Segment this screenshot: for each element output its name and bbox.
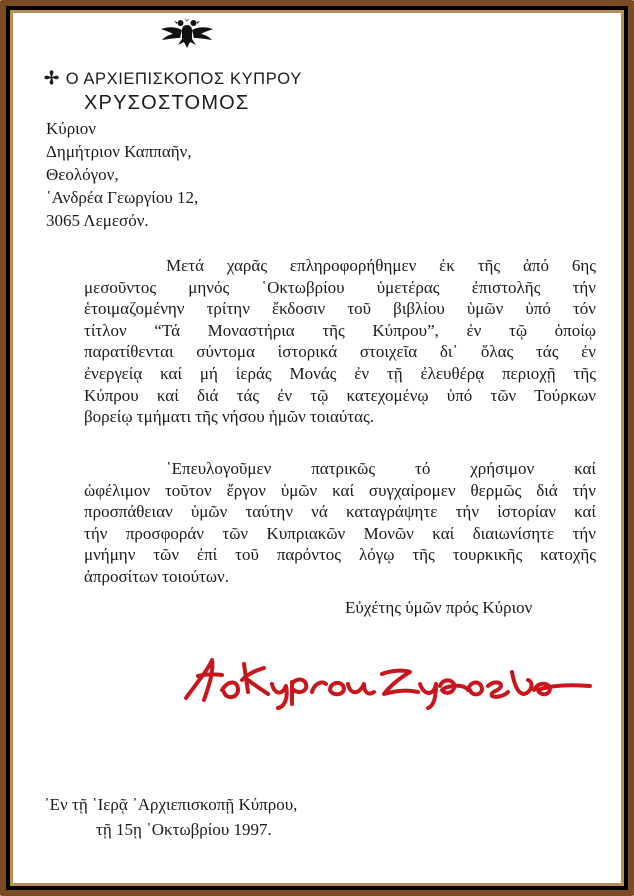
paragraph-line: μεσοῦντος μηνός ῾Οκτωβρίου ὑμετέρας ἐπιστολῆς τήν — [84, 277, 596, 297]
paragraph-line: μνήμην τῶν ἐπί τοῦ παρόντος λόγῳ τῆς τουρκικῆς κατοχῆς — [84, 545, 596, 565]
body-paragraph-1 — [84, 255, 596, 428]
recipient-line-3: Θεολόγον, — [46, 165, 119, 184]
paragraph-line: παρατίθενται σύντομα ἱστορικά στοιχεῖα δι᾿ ὅλας τάς ἐν — [84, 342, 596, 362]
letterhead-name: ΧΡΥΣΟΣΤΟΜΟΣ — [84, 92, 250, 114]
paragraph-line: ῾Επευλογοῦμεν πατρικῶς τό χρήσιμον καί — [166, 459, 596, 478]
recipient-line-1: Κύριον — [46, 119, 96, 138]
paragraph-line: ἑτοιμαζομένην τρίτην ἔκδοσιν τοῦ βιβλίου ὑμῶν ὑπό τόν — [84, 299, 596, 319]
paragraph-line: τίτλον “Τά Μοναστήρια τῆς Κύπρου”, ἐν τῷ ὁποίῳ — [84, 320, 596, 340]
place-line: ᾿Εν τῇ ῾Ιερᾷ ᾿Αρχιεπισκοπῇ Κύπρου, — [44, 795, 298, 814]
recipient-line-5: 3065 Λεμεσόν. — [46, 211, 149, 230]
double-headed-eagle-icon — [158, 17, 216, 51]
closing-salutation: Εὐχέτης ὑμῶν πρός Κύριον — [345, 598, 533, 617]
paragraph-line: ἐνεργείᾳ καί μή ἱεράς Μονάς ἐν τῇ ἐλευθέρᾳ περιοχῇ τῆς — [84, 363, 596, 383]
paragraph-line: Μετά χαρᾶς επληροφορήθημεν ἐκ τῆς ἀπό 6ης — [166, 256, 596, 275]
recipient-line-2: Δημήτριον Καππαῆν, — [46, 142, 192, 161]
body-paragraph-2 — [84, 458, 596, 588]
paragraph-line: τήν προσφοράν τῶν Κυπριακῶν Μονῶν καί διαιωνίσητε τήν — [84, 523, 596, 543]
date-line: τῇ 15ῃ ᾿Οκτωβρίου 1997. — [96, 820, 272, 839]
letterhead-line1: Ο ΑΡΧΙΕΠΙΣΚΟΠΟΣ ΚΥΠΡΟΥ — [65, 70, 302, 88]
signature — [178, 650, 598, 710]
paragraph-line: ἀπροσίτων τοιούτων. — [84, 566, 229, 586]
recipient-line-4: ῾Ανδρέα Γεωργίου 12, — [46, 188, 199, 207]
paragraph-line: προσπάθειαν ὑμῶν ταύτην νά καταγράψητε τήν ἱστορίαν καί — [84, 502, 596, 522]
paragraph-line: ὠφέλιμον τοῦτον ἔργον ὑμῶν καί συγχαίρομεν θερμῶς διά τήν — [84, 480, 596, 500]
paragraph-line: Κύπρου καί διά τάς ἐν τῷ κατεχομένῳ ὑπό τῶν Τούρκων — [84, 385, 596, 405]
cross-icon: ✢ — [44, 68, 60, 88]
paragraph-line: βορείῳ τμήματι τῆς νήσου ἡμῶν τοιαύτας. — [84, 407, 374, 427]
letterhead-title — [44, 68, 302, 89]
